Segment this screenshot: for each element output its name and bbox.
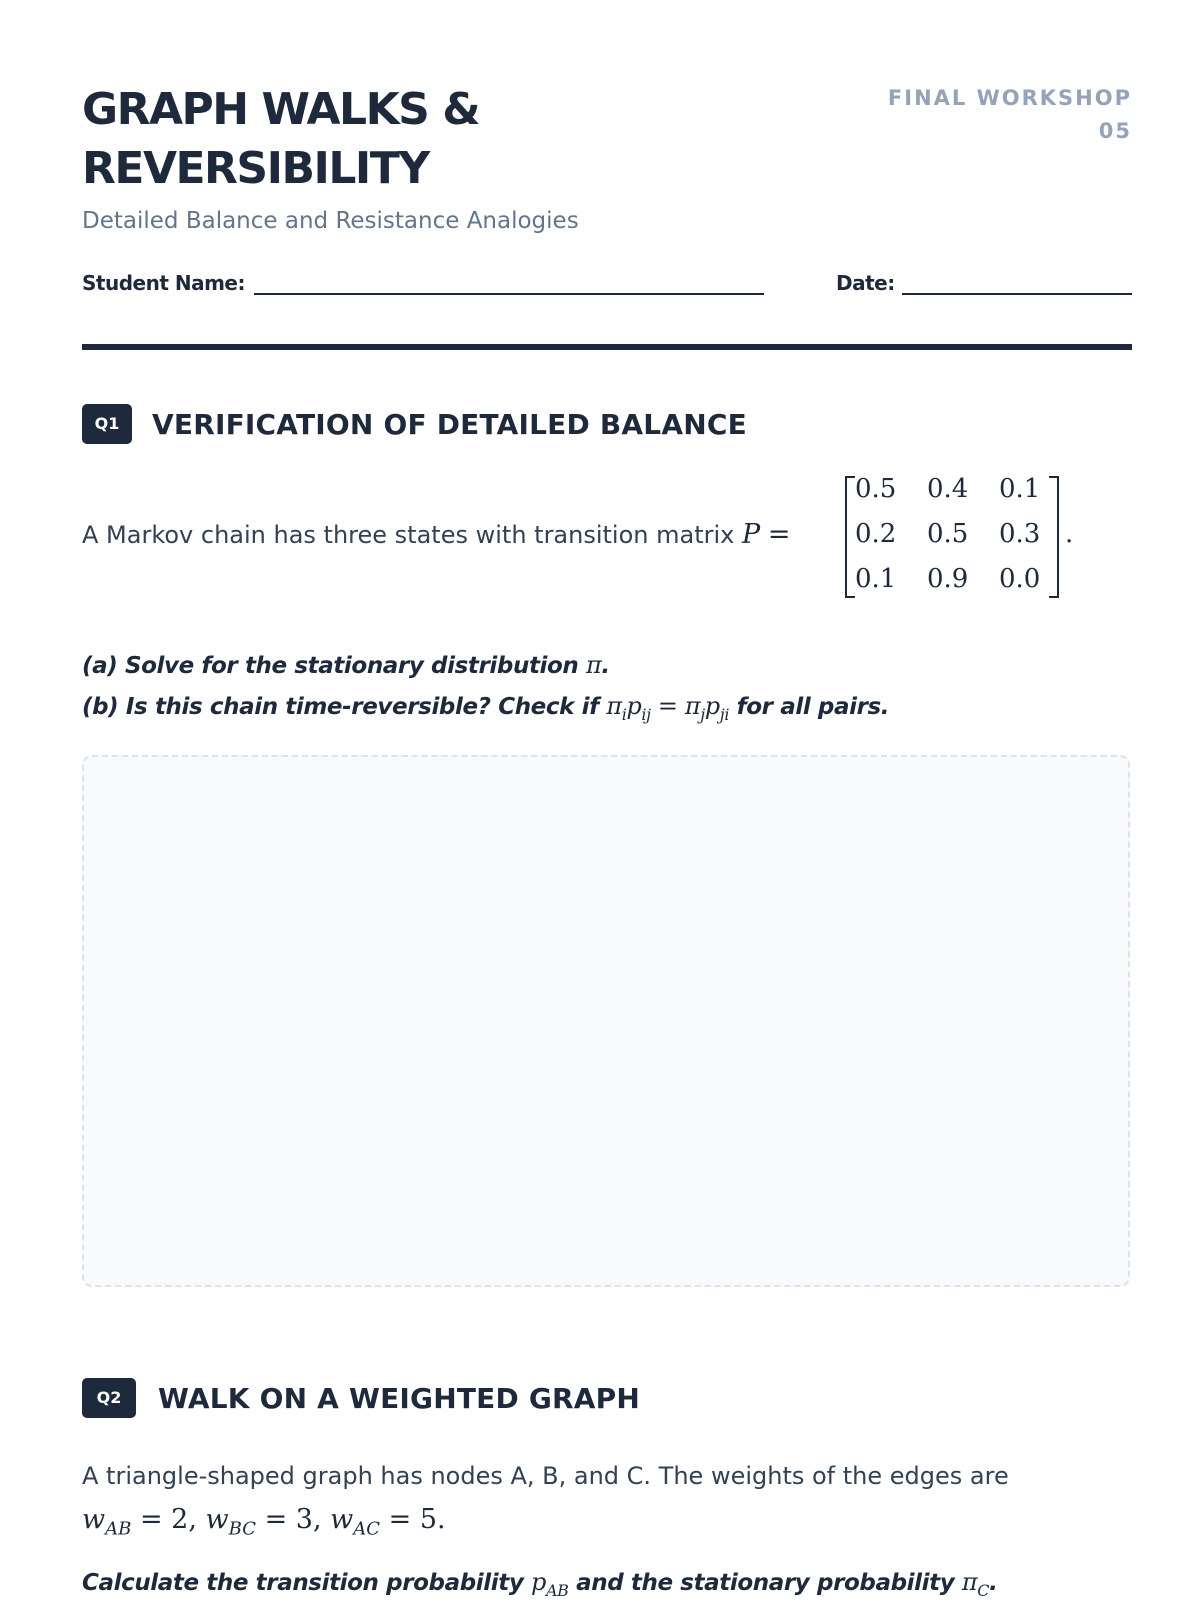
- transition-matrix: [845, 474, 1105, 598]
- date-line[interactable]: [902, 293, 1132, 295]
- q2-intro: [82, 1454, 1132, 1551]
- q1-title: VERIFICATION OF DETAILED BALANCE: [152, 408, 747, 441]
- q1-intro-text: A Markov chain has three states with transition matrix: [82, 521, 735, 549]
- p-ab-symbol: $p_{AB}$: [531, 1568, 569, 1600]
- student-name-line[interactable]: [254, 293, 764, 295]
- worksheet-page: [82, 0, 1132, 1600]
- q2-task: [82, 1565, 997, 1608]
- q2-task-period: .: [989, 1570, 998, 1596]
- pi-c-symbol: $\pi_C$: [961, 1568, 990, 1600]
- workshop-line-1: FINAL WORKSHOP: [887, 86, 1132, 110]
- detailed-balance-equation: $\pi_ip_{ij} = \pi_jp_{ji}$: [606, 692, 730, 724]
- q1-badge: Q1: [82, 404, 132, 444]
- matrix-cell: 0.1: [855, 564, 897, 594]
- edge-weights: $w_{AB} = 2$, $w_{BC} = 3$, $w_{AC} = 5$.: [82, 1504, 446, 1540]
- page-title: [82, 80, 682, 198]
- q2-task-mid: and the stationary probability: [576, 1570, 955, 1596]
- matrix-cell: 0.5: [927, 519, 969, 549]
- q2-title: WALK ON A WEIGHTED GRAPH: [158, 1382, 641, 1415]
- q1-heading: [82, 404, 782, 444]
- weight-value: 2: [171, 1504, 189, 1535]
- date-label: Date:: [836, 271, 895, 295]
- student-fields: [82, 268, 1132, 298]
- matrix-symbol: P: [742, 519, 761, 550]
- q2-task-start: Calculate the transition probability: [82, 1570, 524, 1596]
- weight-value: 3: [295, 1504, 313, 1535]
- pi-symbol: π: [586, 651, 602, 679]
- q1-intro: [82, 474, 1132, 598]
- workshop-label: [832, 82, 1132, 148]
- student-name-label: Student Name:: [82, 271, 245, 295]
- q2-intro-text: A triangle-shaped graph has nodes A, B, and C. The weights of the edges are: [82, 1462, 1009, 1490]
- equals-sign: =: [767, 519, 791, 550]
- matrix-period: .: [1065, 519, 1074, 549]
- q1-part-b-text: (b) Is this chain time-reversible? Check if: [82, 694, 599, 720]
- title-line-1: GRAPH WALKS &: [82, 84, 480, 135]
- header-divider: [82, 344, 1132, 350]
- weight-value: 5: [419, 1504, 438, 1535]
- matrix-cell: 0.3: [999, 519, 1041, 549]
- matrix-left-bracket: [845, 476, 855, 598]
- q1-part-b: [82, 689, 889, 732]
- matrix-cell: 0.2: [855, 519, 897, 549]
- matrix-cell: 0.1: [999, 474, 1041, 504]
- q2-heading: [82, 1378, 782, 1418]
- q1-part-a: [82, 648, 610, 683]
- title-line-2: REVERSIBILITY: [82, 143, 429, 194]
- q1-answer-box[interactable]: [82, 755, 1130, 1287]
- q2-badge: Q2: [82, 1378, 136, 1418]
- matrix-cell: 0.0: [999, 564, 1041, 594]
- q1-part-b-end: for all pairs.: [736, 694, 890, 720]
- matrix-cell: 0.5: [855, 474, 897, 504]
- workshop-number: 05: [1098, 119, 1132, 143]
- weight-sub: BC: [228, 1518, 256, 1540]
- q1-part-a-text: (a) Solve for the stationary distribution: [82, 653, 579, 679]
- page-subtitle: Detailed Balance and Resistance Analogies: [82, 208, 579, 234]
- matrix-cell: 0.9: [927, 564, 969, 594]
- weights-period: .: [437, 1504, 446, 1535]
- matrix-cell: 0.4: [927, 474, 969, 504]
- weight-sub: AC: [353, 1518, 381, 1540]
- weight-sub: AB: [105, 1518, 132, 1540]
- q1-part-a-period: .: [601, 653, 610, 679]
- matrix-right-bracket: [1049, 476, 1059, 598]
